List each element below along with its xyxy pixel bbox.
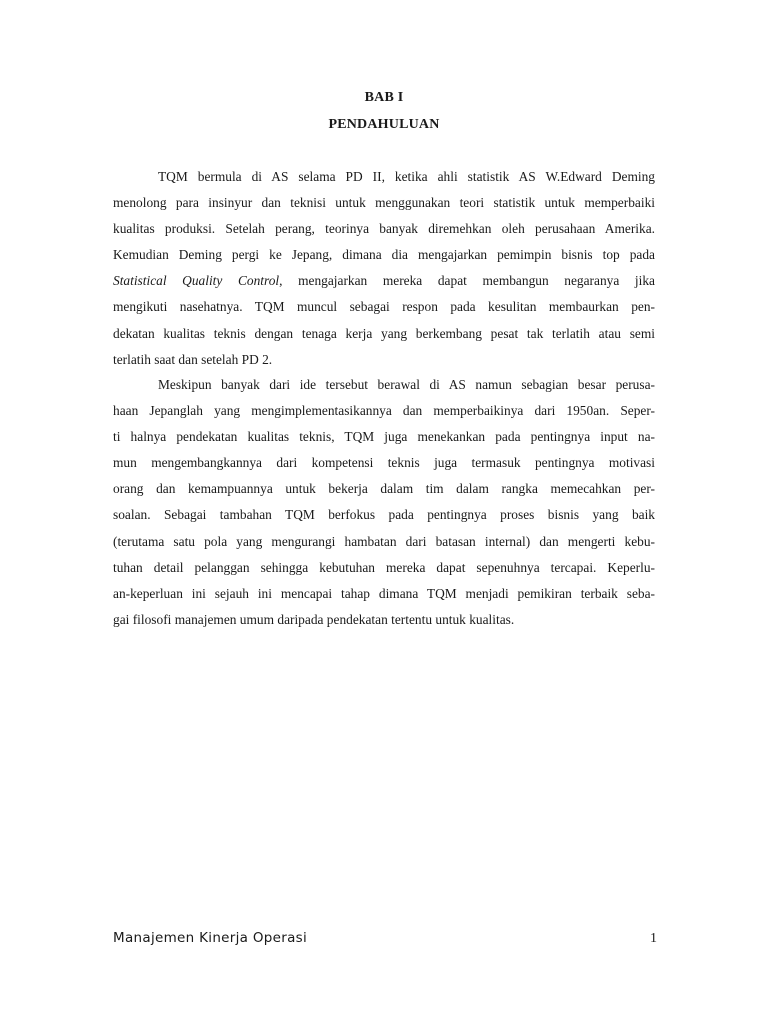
paragraph-1-line: dekatan kualitas teknis dengan tenaga kerja yang berkembang pesat tak terlatih atau semi bbox=[113, 325, 655, 341]
footer-title: Manajemen Kinerja Operasi bbox=[113, 930, 308, 946]
paragraph-1-line bbox=[113, 268, 655, 294]
paragraph-2-line: mun mengembangkannya dari kompetensi teknis juga termasuk pentingnya motivasi bbox=[113, 455, 655, 471]
paragraph-2-line: haan Jepanglah yang mengimplementasikannya dan memperbaikinya dari 1950an. Seper- bbox=[113, 403, 655, 419]
paragraph-2-line: tuhan detail pelanggan sehingga kebutuhan mereka dapat sepenuhnya tercapai. Keperlu- bbox=[113, 559, 655, 575]
paragraph-2-line: soalan. Sebagai tambahan TQM berfokus pada pentingnya proses bisnis yang baik bbox=[113, 507, 655, 523]
paragraph-1-line: mengikuti nasehatnya. TQM muncul sebagai respon pada kesulitan membaurkan pen- bbox=[113, 299, 655, 315]
paragraph-2-line: Meskipun banyak dari ide tersebut berawal di AS namun sebagian besar perusa- bbox=[158, 377, 655, 392]
italic-term: Statistical Quality Control bbox=[113, 273, 280, 289]
page-number: 1 bbox=[650, 931, 657, 946]
paragraph-1-line: TQM bermula di AS selama PD II, ketika ahli statistik AS W.Edward Deming bbox=[158, 169, 655, 184]
paragraph-1 bbox=[113, 164, 655, 373]
paragraph-2-line: orang dan kemampuannya untuk bekerja dalam tim dalam rangka memecahkan per- bbox=[113, 481, 655, 497]
paragraph-1-line: kualitas produksi. Setelah perang, teorinya banyak diremehkan oleh perusahaan Amerika. bbox=[113, 221, 655, 237]
paragraph-1-line: menolong para insinyur dan teknisi untuk menggunakan teori statistik untuk memperbaiki bbox=[113, 195, 655, 211]
paragraph-1-line: Kemudian Deming pergi ke Jepang, dimana dia mengajarkan pemimpin bisnis top pada bbox=[113, 247, 655, 263]
paragraph-2-line: an-keperluan ini sejauh ini mencapai tahap dimana TQM menjadi pemikiran terbaik seba- bbox=[113, 585, 655, 601]
paragraph-2-line: ti halnya pendekatan kualitas teknis, TQM juga menekankan pada pentingnya input na- bbox=[113, 429, 655, 445]
paragraph-2-line: (terutama satu pola yang mengurangi hambatan dari batasan internal) dan mengerti kebu- bbox=[113, 533, 655, 549]
chapter-number: BAB I bbox=[364, 90, 404, 105]
paragraph-1-line-rest: , mengajarkan mereka dapat membangun negaranya jika bbox=[279, 273, 655, 289]
chapter-title: PENDAHULUAN bbox=[328, 117, 440, 132]
paragraph-2-line: gai filosofi manajemen umum daripada pendekatan tertentu untuk kualitas. bbox=[113, 611, 515, 627]
paragraph-2 bbox=[113, 372, 655, 633]
paragraph-1-line: terlatih saat dan setelah PD 2. bbox=[113, 351, 273, 367]
